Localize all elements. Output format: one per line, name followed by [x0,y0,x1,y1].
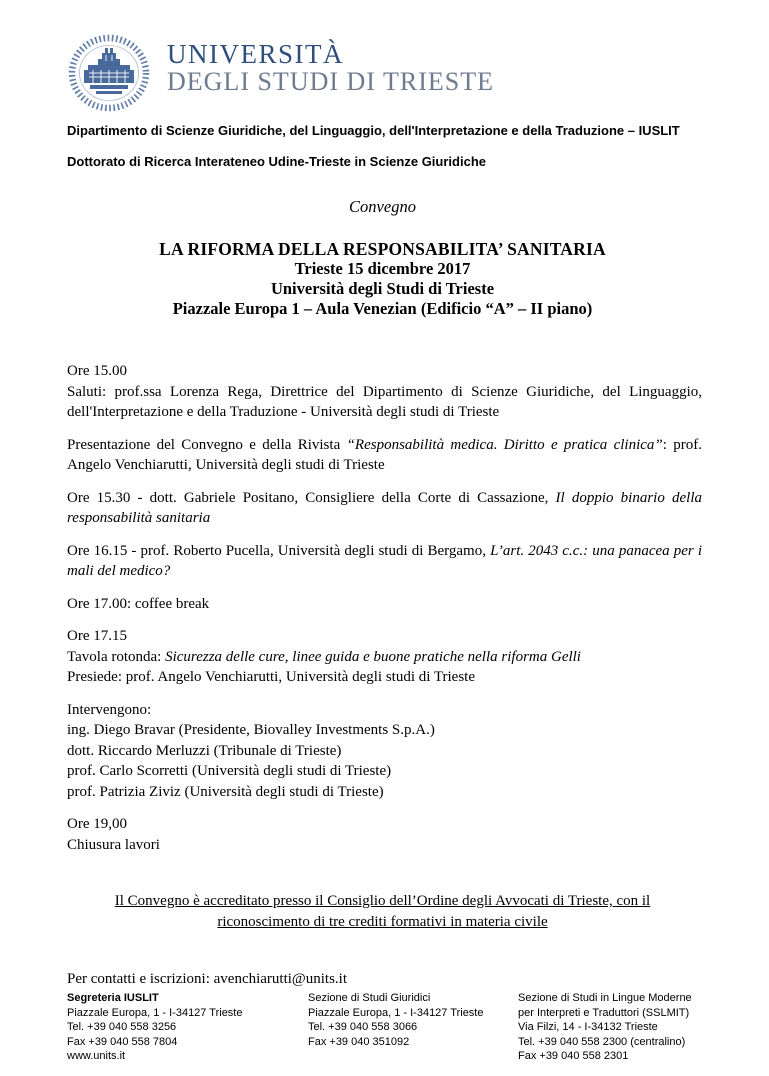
university-logo [63,30,702,114]
program-paragraph [67,594,702,615]
event-kind: Convegno [349,197,416,216]
program-text: Saluti: prof.ssa Lorenza Rega, Direttrice del Dipartimento di Scienze Giuridiche, del Linguaggio, dell'Interpretazione e della Traduzione - Università degli studi di Trieste [67,383,702,420]
footer [67,991,729,1064]
program-text: prof. Patrizia Ziviz (Università degli studi di Trieste) [67,783,384,800]
program-paragraph [67,700,702,803]
event-title: LA RIFORMA DELLA RESPONSABILITA’ SANITARIA [159,239,606,259]
footer-line: Tel. +39 040 558 3066 [308,1021,418,1033]
footer-line: Sezione di Studi Giuridici [308,992,431,1004]
program-text-italic: Il doppio binario della responsabilità sanitaria [67,489,702,526]
footer-line: Tel. +39 040 558 2300 (centralino) [518,1035,686,1048]
program-paragraph [67,488,702,529]
program-paragraph [67,435,702,476]
program-text: dott. Riccardo Merluzzi (Tribunale di Trieste) [67,742,342,759]
event-title-block [63,239,702,319]
program-text: Ore 15.00 [67,363,127,379]
program-text: ing. Diego Bravar (Presidente, Biovalley Investments S.p.A.) [67,722,435,738]
program-paragraph [67,541,702,582]
program-text: Ore 16.15 - prof. Roberto Pucella, Università degli studi di Bergamo, [67,542,491,559]
program-paragraph [67,814,702,855]
program-text: Ore 15.30 - dott. Gabriele Positano, Consigliere della Corte di Cassazione, [67,489,556,506]
wordmark-line-2: DEGLI STUDI DI TRIESTE [167,67,494,97]
event-date: Trieste 15 dicembre 2017 [294,259,471,278]
footer-line: Tel. +39 040 558 3256 [67,1021,177,1033]
university-wordmark [167,40,494,95]
event-address: Piazzale Europa 1 – Aula Venezian (Edificio “A” – II piano) [172,299,593,318]
event-venue: Università degli Studi di Trieste [270,279,495,298]
program-text: Presentazione del Convegno e della Rivista [67,436,347,453]
program-text: Ore 17.15 [67,628,127,644]
footer-line: Fax +39 040 351092 [308,1035,410,1048]
program-text: Intervengono: [67,701,152,718]
footer-line: Piazzale Europa, 1 - I-34127 Trieste [67,1006,243,1019]
university-seal-icon [63,32,155,114]
accreditation-notice: Il Convegno è accreditato presso il Consiglio dell’Ordine degli Avvocati di Trieste, con il riconoscimento di tre crediti formativi in materia civile [114,893,651,930]
footer-line: per Interpreti e Traduttori (SSLMIT) [518,1006,690,1019]
program-text-italic: “Responsabilità medica. Diritto e pratica clinica” [346,436,663,453]
footer-line: Fax +39 040 558 2301 [518,1050,629,1062]
program-paragraph [67,626,702,688]
program-text: : prof. Angelo Venchiarutti, Università degli studi di Trieste [67,436,702,473]
wordmark-line-1: UNIVERSITÀ [167,39,344,69]
footer-column [308,991,518,1064]
program-text: Ore 17.00: coffee break [67,595,210,612]
footer-line: www.units.it [67,1050,126,1062]
footer-column-title: Segreteria IUSLIT [67,992,159,1004]
program-text-italic: L’art. 2043 c.c.: una panacea per i mali del medico? [67,542,702,579]
doctorate-line: Dottorato di Ricerca Interateneo Udine-Trieste in Scienze Giuridiche [67,154,486,169]
footer-line: Via Filzi, 14 - I-34132 Trieste [518,1021,658,1033]
program-text: prof. Carlo Scorretti (Università degli studi di Trieste) [67,763,392,779]
program-text: Chiusura lavori [67,836,160,853]
footer-line: Fax +39 040 558 7804 [67,1035,178,1048]
program-paragraph [67,361,702,423]
program-section [67,361,702,855]
department-line: Dipartimento di Scienze Giuridiche, del Linguaggio, dell'Interpretazione e della Traduzione – IUSLIT [67,123,680,138]
program-text: Ore 19,00 [67,816,127,832]
footer-line: Sezione di Studi in Lingue Moderne [518,992,692,1004]
program-text: Presiede: prof. Angelo Venchiarutti, Università degli studi di Trieste [67,669,476,685]
contact-line: Per contatti e iscrizioni: avenchiarutti@units.it [67,971,347,987]
program-text: Tavola rotonda: [67,648,166,665]
footer-line: Piazzale Europa, 1 - I-34127 Trieste [308,1006,484,1019]
footer-column [67,991,308,1064]
program-text-italic: Sicurezza delle cure, linee guida e buone pratiche nella riforma Gelli [165,648,581,665]
footer-column [518,991,729,1064]
